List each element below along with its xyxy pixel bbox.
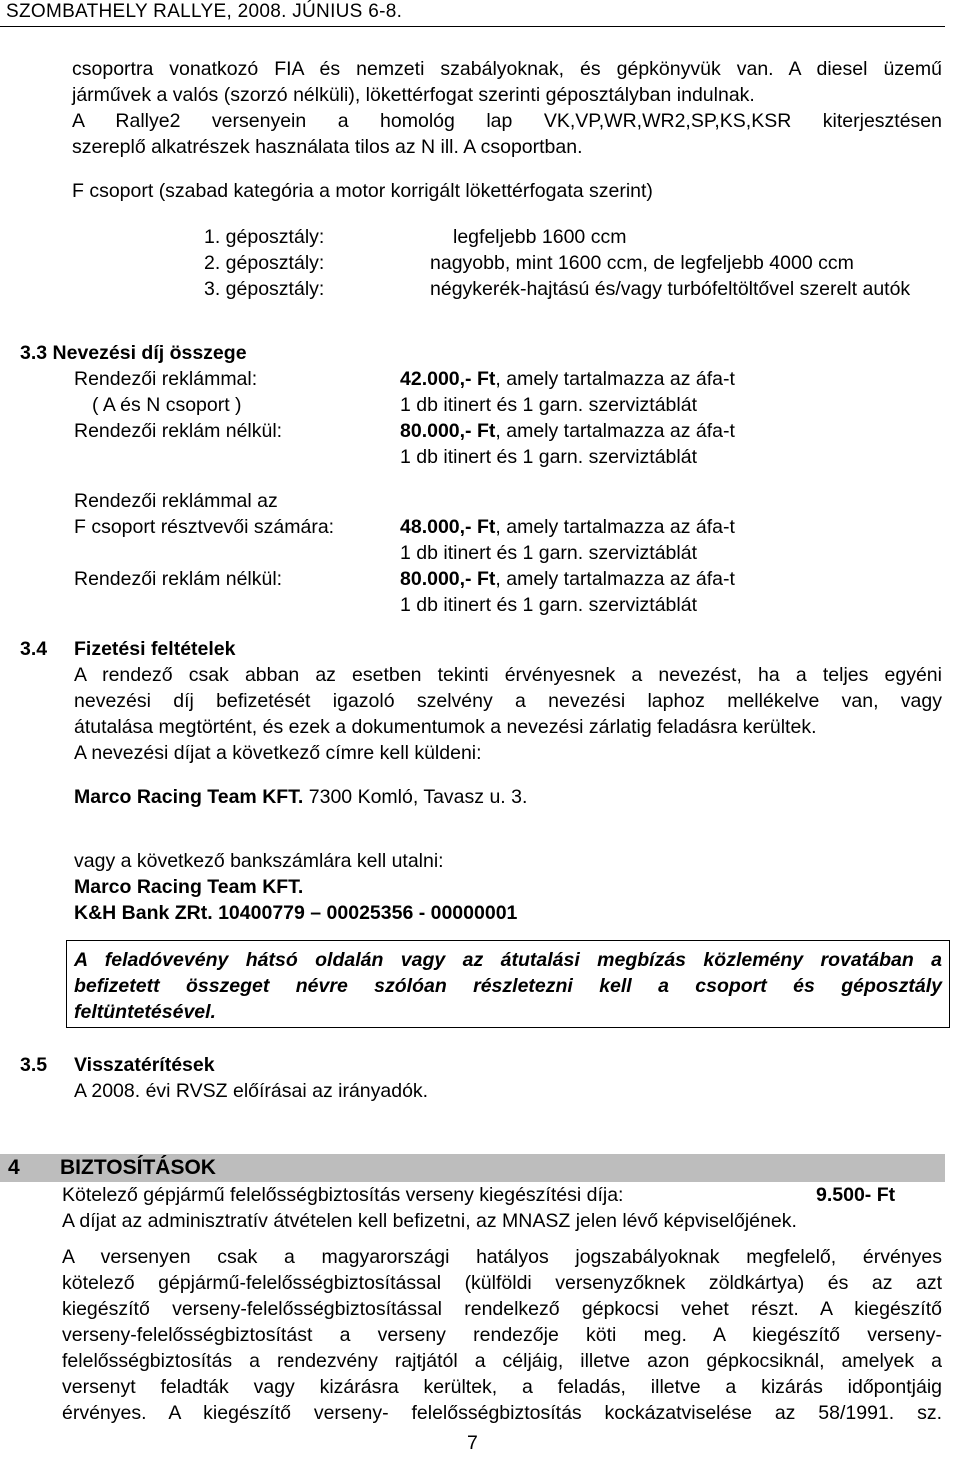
fee-row-4-value: 1 db itinert és 1 garn. szerviztáblát [400,446,697,468]
bank-account: K&H Bank ZRt. 10400779 – 00025356 - 00000001 [74,902,518,924]
fee-row-6-value [400,514,735,540]
class-2-value: nagyobb, mint 1600 ccm, de legfeljebb 4000 ccm [430,252,854,274]
bank-intro: vagy a következő bankszámlára kell utalni: [74,850,444,872]
payment-line-2: nevezési díj befizetését igazoló szelvény a nevezési laphoz mellékelve van, vagy [74,690,942,712]
fee-row-9-value: 1 db itinert és 1 garn. szerviztáblát [400,594,697,616]
fee-suffix: , amely tartalmazza az áfa-t [495,420,735,442]
insurance-para-line-4: verseny-felelősségbiztosítást a verseny rendezője köti meg. A kiegészítő verseny- [62,1324,942,1346]
fee-suffix: , amely tartalmazza az áfa-t [495,568,735,590]
fee-amount: 48.000,- Ft [400,516,496,538]
section-3-3-title: 3.3 Nevezési díj összege [20,342,247,364]
fee-row-5-label: Rendezői reklámmal az [74,490,278,512]
header-title: SZOMBATHELY RALLYE, 2008. JÚNIUS 6-8. [6,1,403,22]
fee-row-8-value [400,566,735,592]
fee-row-1-value [400,366,735,392]
intro-line-1: csoportra vonatkozó FIA és nemzeti szabályoknak, és gépkönyvük van. A diesel üzemű [72,58,942,80]
notice-line-2: befizetett összeget névre szólóan részletezni kell a csoport és géposztály [74,975,942,997]
section-4-number: 4 [8,1156,20,1179]
notice-line-3: feltüntetésével. [74,1001,216,1023]
bank-company: Marco Racing Team KFT. [74,876,304,898]
class-1-label: 1. géposztály: [204,226,325,248]
insurance-fee-note: A díjat az adminisztratív átvételen kell befizetni, az MNASZ jelen lévő képviselőjének. [62,1210,797,1232]
class-2-label: 2. géposztály: [204,252,325,274]
fee-row-3-label: Rendezői reklám nélkül: [74,420,283,442]
fee-suffix: , amely tartalmazza az áfa-t [495,516,735,538]
fee-row-8-label: Rendezői reklám nélkül: [74,568,283,590]
fee-amount: 80.000,- Ft [400,420,496,442]
insurance-para-line-1: A versenyen csak a magyarországi hatályos jogszabályoknak megfelelő, érvényes [62,1246,942,1268]
page-header [0,0,945,27]
mail-address [74,784,527,810]
insurance-para-line-6: versenyt feladták vagy kizárásra kerültek, a feladás, illetve a kizárás időpontjáig [62,1376,942,1398]
insurance-para-line-5: felelősségbiztosítás a rendezvény rajtjától a céljáig, illetve azon gépkocsiknál, amelyek a [62,1350,942,1372]
section-3-4-title: Fizetési feltételek [74,638,236,660]
payment-line-3: átutalása megtörtént, és ezek a dokumentumok a nevezési zárlatig feladásra kerültek. [74,716,817,738]
insurance-para-line-3: kiegészítő verseny-felelősségbiztosítással rendelkező gépkocsi vehet részt. A kiegészítő [62,1298,942,1320]
fee-suffix: , amely tartalmazza az áfa-t [495,368,735,390]
notice-line-1: A feladóvevény hátsó oldalán vagy az átutalási megbízás közlemény rovatában a [74,949,942,971]
address-company: Marco Racing Team KFT. [74,786,304,808]
section-3-5-title: Visszatérítések [74,1054,215,1076]
fee-row-2-label: ( A és N csoport ) [92,394,242,416]
class-3-value: négykerék-hajtású és/vagy turbófeltöltővel szerelt autók [430,278,911,300]
page-number: 7 [467,1432,478,1454]
insurance-para-line-7: érvényes. A kiegészítő verseny- felelősségbiztosítás kockázatviselése az 58/1991. sz. [62,1402,942,1424]
intro-line-3: A Rallye2 versenyein a homológ lap VK,VP,WR,WR2,SP,KS,KSR kiterjesztésen [72,110,942,132]
f-group-heading: F csoport (szabad kategória a motor korrigált lökettérfogata szerint) [72,180,653,202]
refunds-text: A 2008. évi RVSZ előírásai az irányadók. [74,1080,429,1102]
section-4-title: BIZTOSÍTÁSOK [60,1156,216,1179]
insurance-fee-value: 9.500- Ft [816,1184,896,1206]
fee-row-1-label: Rendezői reklámmal: [74,368,258,390]
class-3-label: 3. géposztály: [204,278,325,300]
insurance-para-line-2: kötelező gépjármű-felelősségbiztosítással (külföldi versenyzőknek zöldkártya) és az azt [62,1272,942,1294]
payment-line-4: A nevezési díjat a következő címre kell küldeni: [74,742,482,764]
address-location: 7300 Komló, Tavasz u. 3. [303,786,528,808]
insurance-fee-label: Kötelező gépjármű felelősségbiztosítás verseny kiegészítési díja: [62,1184,624,1206]
fee-amount: 80.000,- Ft [400,568,496,590]
fee-row-7-value: 1 db itinert és 1 garn. szerviztáblát [400,542,697,564]
fee-row-3-value [400,418,735,444]
section-3-5-number: 3.5 [20,1054,48,1076]
payment-line-1: A rendező csak abban az esetben tekinti érvényesnek a nevezést, ha a teljes egyéni [74,664,942,686]
fee-row-2-value: 1 db itinert és 1 garn. szerviztáblát [400,394,697,416]
intro-line-4: szereplő alkatrészek használata tilos az N ill. A csoportban. [72,136,583,158]
section-3-4-number: 3.4 [20,638,48,660]
class-1-value: legfeljebb 1600 ccm [453,226,627,248]
fee-amount: 42.000,- Ft [400,368,496,390]
fee-row-6-label: F csoport résztvevői számára: [74,516,335,538]
intro-line-2: járművek a valós (szorzó nélküli), lökettérfogat szerinti géposztályban indulnak. [72,84,755,106]
